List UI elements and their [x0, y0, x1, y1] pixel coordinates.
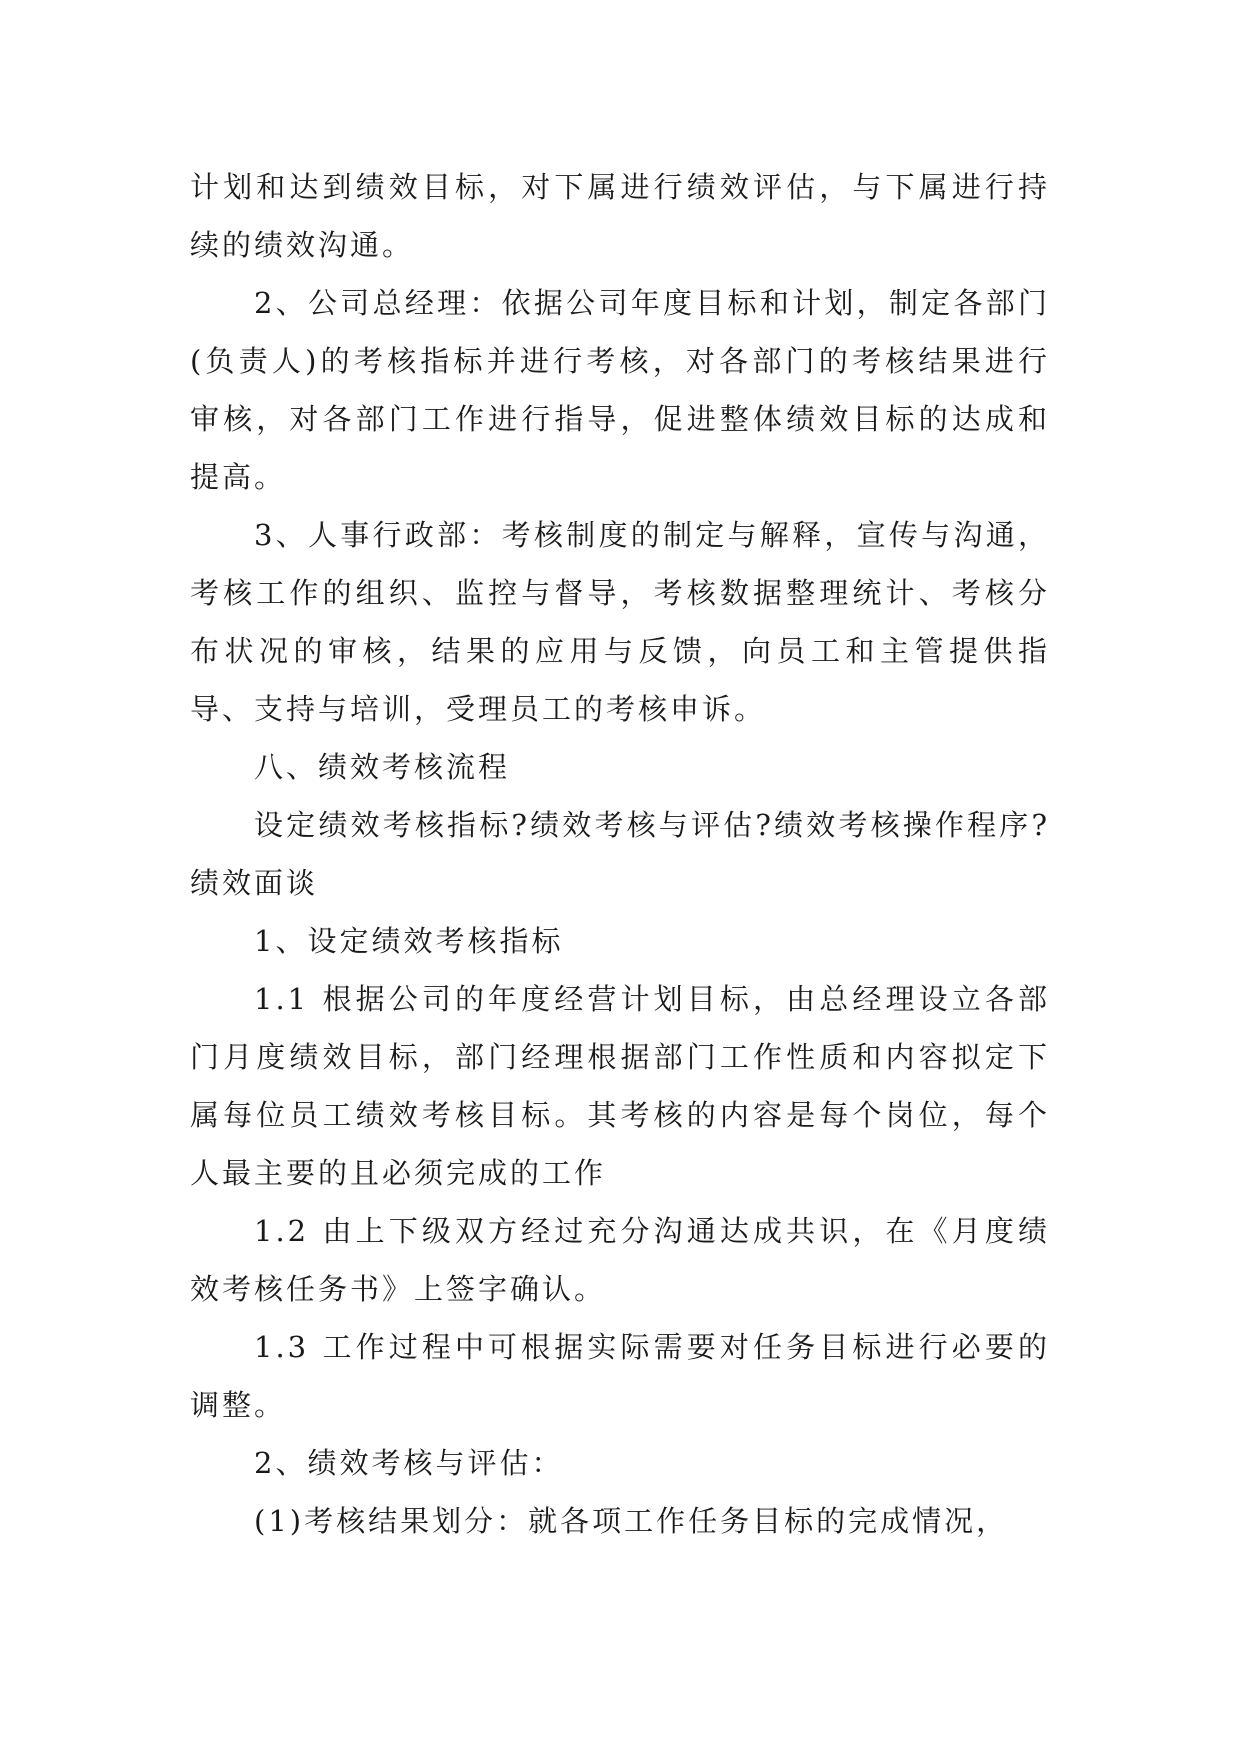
- paragraph-1-2: 1.2 由上下级双方经过充分沟通达成共识，在《月度绩效考核任务书》上签字确认。: [190, 1214, 1050, 1306]
- subheading-set-indicators: 1、设定绩效考核指标: [254, 924, 564, 958]
- paragraph-result-division: (1)考核结果划分：就各项工作任务目标的完成情况，: [254, 1504, 1009, 1538]
- paragraph-1-3: 1.3 工作过程中可根据实际需要对任务目标进行必要的调整。: [190, 1330, 1050, 1422]
- paragraph-1-1: 1.1 根据公司的年度经营计划目标，由总经理设立各部门月度绩效目标，部门经理根据部门工作性质和内容拟定下属每位员工绩效考核目标。其考核的内容是每个岗位，每个人最主要的且必须完成的工作: [190, 982, 1050, 1190]
- section-heading-process: 八、绩效考核流程: [254, 750, 511, 784]
- paragraph-general-manager: 2、公司总经理：依据公司年度目标和计划，制定各部门(负责人)的考核指标并进行考核，对各部门的考核结果进行审核，对各部门工作进行指导，促进整体绩效目标的达成和提高。: [190, 286, 1050, 494]
- subheading-evaluation: 2、绩效考核与评估：: [254, 1446, 564, 1480]
- document-body: [190, 158, 1050, 1550]
- paragraph-process-flow: 设定绩效考核指标?绩效考核与评估?绩效考核操作程序?绩效面谈: [190, 808, 1050, 900]
- paragraph-continuation: 计划和达到绩效目标，对下属进行绩效评估，与下属进行持续的绩效沟通。: [190, 170, 1050, 262]
- paragraph-hr-admin: 3、人事行政部：考核制度的制定与解释，宣传与沟通，考核工作的组织、监控与督导，考核数据整理统计、考核分布状况的审核，结果的应用与反馈，向员工和主管提供指导、支持与培训，受理员工的考核申诉。: [190, 518, 1050, 726]
